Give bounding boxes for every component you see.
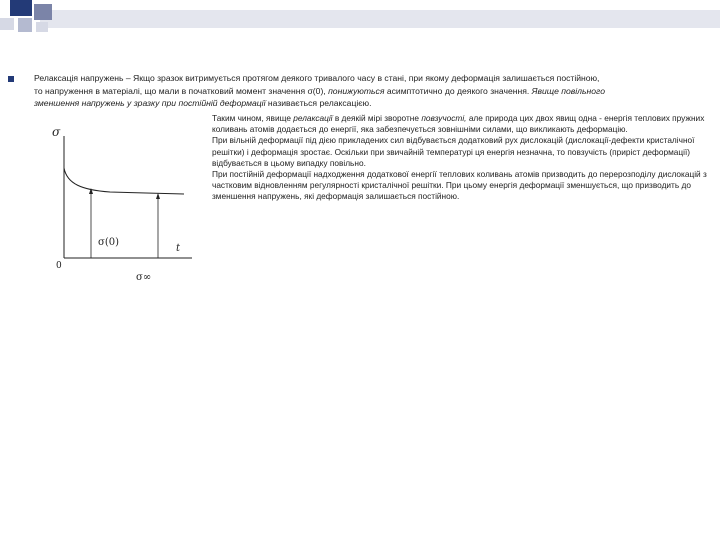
body-text: Таким чином, явище [212,113,291,123]
intro-paragraph [34,72,704,110]
sigma-inf-label: σ∞ [136,272,152,283]
explanation-text [212,113,712,203]
paragraph-constant-deformation: При постійній деформації надходження додаткової енергії теплових коливань атомів призводить до перерозподілу дислокацій з частковим відновленням регулярності кристалічної решітки. При цьому енергія деформації зменшується, що призводить до зменшення напружень, які деформація залишається постійною. [212,169,707,202]
sigma-inf-arrow-head [156,193,160,199]
intro-line-2 [34,85,704,98]
intro-text: то напруження в матеріалі, що мали в початковий момент значення σ(0), [34,85,326,96]
header-decoration [0,0,720,40]
deco-gradient-bar [40,10,720,28]
relaxation-curve [64,168,184,194]
intro-text: Релаксація напружень – Якщо зразок витримується протягом деякого тривалого часу в стані, при якому деформація залишається постійною, [34,73,600,83]
intro-line-3 [34,97,704,110]
deco-square-3 [18,18,32,32]
sigma0-label: σ(0) [98,237,119,248]
intro-text: асимптотично до деякого значення. [386,85,530,96]
relaxation-graph [40,118,210,288]
intro-text: називається релаксацією. [267,98,372,108]
intro-emphasis: понижуються [328,85,385,96]
deco-square-1 [10,0,32,16]
intro-emphasis: Явище повільного [531,85,605,96]
deco-square-2 [34,4,52,20]
body-emphasis: релаксації [293,113,333,123]
paragraph-relaxation [212,113,712,135]
origin-label: 0 [56,261,62,271]
intro-emphasis: зменшення напружень у зразку при постійній деформації [34,98,266,108]
y-axis-label: σ [52,125,61,139]
x-axis-label: t [176,243,181,254]
bullet-square [8,76,14,82]
body-emphasis: повзучості, [421,113,467,123]
intro-line-1 [34,72,704,85]
body-text: але природа цих двох явищ одна - енергія теплових пружних коливань атомів додається до енергії, яка забезпечується зовнішніми силами, що викликають деформацію. [212,113,705,135]
deco-square-4 [0,18,14,30]
paragraph-free-deformation: При вільній деформації під дією прикладених сил відбувається додатковий рух дислокацій (дислокації-дефекти кристалічної решітки) і деформація зростає. Оскільки при звичайній температурі ця енергія незначна, то повзучість (приріст деформації) відбувається в цьому випадку повільно. [212,135,695,168]
body-text: в деякій мірі зворотне [334,113,419,123]
deco-square-5 [36,22,48,32]
